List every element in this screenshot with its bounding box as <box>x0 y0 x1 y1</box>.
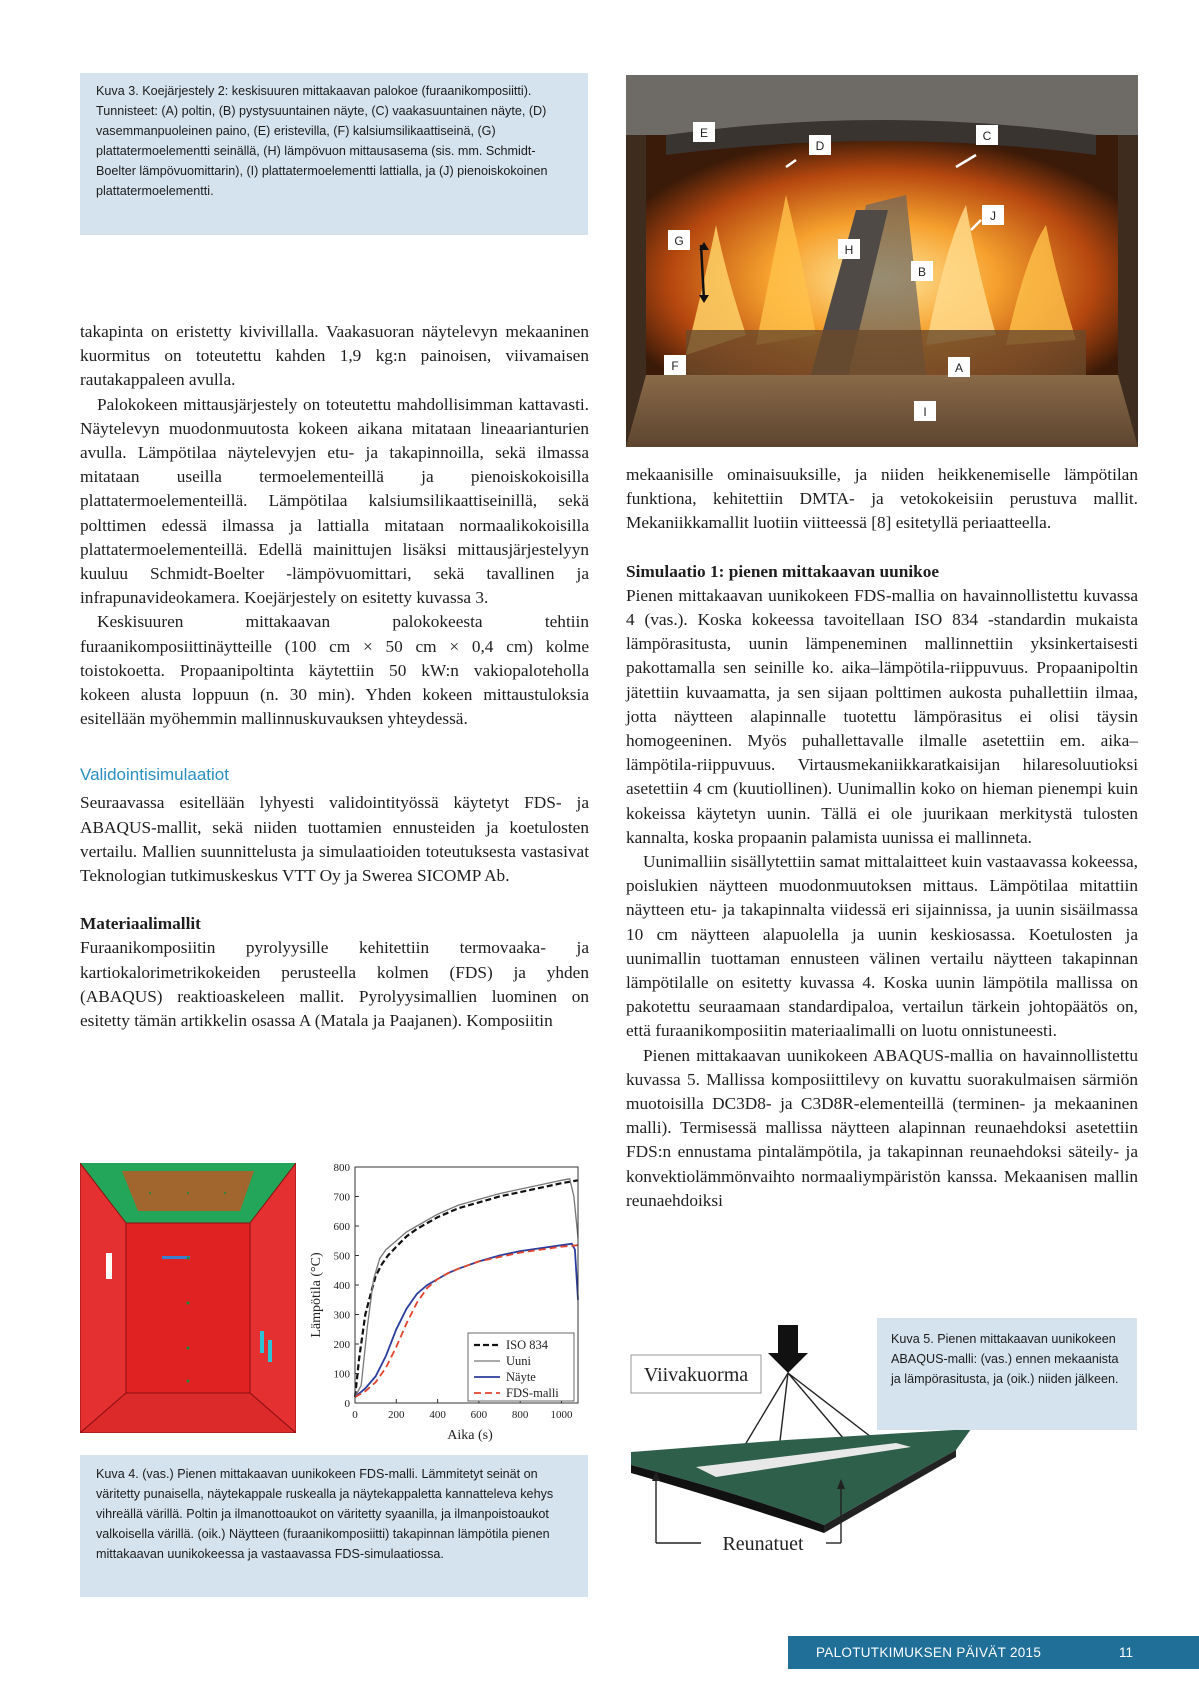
svg-text:C: C <box>982 129 992 143</box>
x-tick-label: 800 <box>511 1409 529 1421</box>
right-paragraph-1: mekaanisille ominaisuuksille, ja niiden heikkenemiselle lämpötilan funktiona, kehitettiin DMTA- ja vetokokeisiin perustuva mallit. Mekaniikkamallit luotiin viitteessä [8] esitetyllä periaatteella. <box>626 465 1138 533</box>
fire-test-image <box>626 75 1138 447</box>
y-tick-label: 600 <box>333 1221 350 1233</box>
svg-text:J: J <box>990 209 996 223</box>
x-tick-label: 0 <box>352 1409 358 1421</box>
svg-text:H: H <box>844 243 854 257</box>
subheading-simulaatio-1: Simulaatio 1: pienen mittakaavan uunikoe <box>626 561 940 581</box>
figure5-label-reunatuet: Reunatuet <box>722 1533 804 1555</box>
y-tick-label: 200 <box>333 1339 350 1351</box>
y-tick-label: 800 <box>333 1162 350 1174</box>
x-tick-label: 1000 <box>550 1409 573 1421</box>
y-tick-label: 700 <box>333 1191 350 1204</box>
left-paragraph-1: takapinta on eristetty kivivillalla. Vaakasuoran näytelevyn mekaaninen kuormitus on toteutettu kahden 1,9 kg:n painoisen, viivamaisen rautakappaleen avulla. <box>80 322 589 390</box>
svg-text:E: E <box>699 126 709 140</box>
section-heading-validointisimulaatiot: Validointisimulaatiot <box>80 765 229 785</box>
figure3-caption-text: Kuva 3. Koejärjestely 2: keskisuuren mittakaavan palokoe (furaanikomposiitti). Tunnisteet: (A) poltin, (B) pystysuuntainen näyte, (C) vaakasuuntainen näyte, (D) vasemmanpuoleinen paino, (E) eristevilla, (F) kalsiumsilikaattiseinä, (G) plattatermoelementti seinällä, (H) lämpövuon mittausasema (sis. mm. Schmidt-Boelter lämpövuomittarin), (I) plattatermoelementti lattialla, ja (J) pienoiskokoinen plattatermoelementti. <box>96 84 548 198</box>
y-tick-label: 500 <box>333 1250 350 1263</box>
figure3-label-e <box>693 122 715 142</box>
x-tick-label: 600 <box>470 1409 488 1421</box>
figure3-label-a <box>948 357 970 377</box>
footer-title: PALOTUTKIMUKSEN PÄIVÄT 2015 <box>816 1645 1042 1660</box>
y-tick-label: 300 <box>333 1309 350 1322</box>
right-column <box>626 463 1138 1213</box>
figure3-label-j <box>982 205 1004 225</box>
chart-legend <box>468 1333 574 1401</box>
page-footer <box>788 1636 1199 1669</box>
left-paragraph-4: Seuraavassa esitellään lyhyesti validointityössä käytetyt FDS- ja ABAQUS-mallit, sekä niiden tuottamien ennusteiden ja koetulosten vertailu. Mallien suunnittelusta ja simulaatioiden toteutuksesta vastasivat Teknologian tutkimuskeskus VTT Oy ja Swerea SICOMP Ab. <box>80 793 589 886</box>
svg-text:A: A <box>954 361 964 375</box>
figure4-caption-text: Kuva 4. (vas.) Pienen mittakaavan uunikokeen FDS-malli. Lämmitetyt seinät on väritetty punaisella, näytekappale ruskealla ja näytekappaletta kannatteleva kehys vihreällä värillä. Poltin ja ilmanottoaukot on väritetty syaanilla, ja ilmanpoistoaukot valkoisella värillä. (oik.) Näytteen (furaanikomposiitti) takapinnan lämpötila pienen mittakaavan uunikokeessa ja vastaavassa FDS-simulaatiossa. <box>96 1467 554 1561</box>
right-paragraph-3: Uunimalliin sisällytettiin samat mittalaitteet kuin vastaavassa kokeessa, poislukien näytteen muodonmuutoksen mittaus. Lämpötilaa mitattiin näytteen etu- ja takapinnalta viidessä eri sijainnissa, ja uunin sisäilmassa 10 cm näytteen alapuolella ja uunin keskiosassa. Koetulosten ja uunimallin tuottaman ennusteen välinen vertailu näytteen takapinnan lämpötilalle on esitetty kuvassa 4. Koska uunin lämpötila mallissa on pakotettu seuraamaan standardipaloa, vertailun tärkein johtopäätös on, että furaanikomposiitin materiaalimalli on luotu onnistuneesti. <box>626 852 1138 1041</box>
figure5-caption-text: Kuva 5. Pienen mittakaavan uunikokeen ABAQUS-malli: (vas.) ennen mekaanista ja lämpörasitusta, ja (oik.) niiden jälkeen. <box>891 1332 1119 1386</box>
figure3-label-b <box>911 261 933 281</box>
figure3-label-h <box>838 239 860 259</box>
chart-xlabel: Aika (s) <box>447 1428 493 1443</box>
legend-label: FDS-malli <box>506 1386 559 1400</box>
figure3-photo <box>626 75 1138 447</box>
figure5-caption <box>877 1318 1137 1430</box>
left-paragraph-2: Palokokeen mittausjärjestely on toteutettu mahdollisimman kattavasti. Näytelevyn muodonmuutosta kokeen aikana mitataan lineaarianturien avulla. Lämpötilaa näytelevyjen etu- ja takapinnoilla, sekä ilmassa mitataan useilla termoelementeillä ja pienoiskokoisilla plattatermoelementeillä. Lämpötilaa kalsiumsilikaattiseinillä, sekä polttimen edessä ilmassa ja lattialla mitataan normaalikokoisilla plattatermoelementeillä. Edellä mainittujen lisäksi mittausjärjestelyyn kuuluu Schmidt-Boelter -lämpövuomittari, sekä tavallinen ja infrapunavideokamera. Koejärjestely on esitetty kuvassa 3. <box>80 394 589 608</box>
load-arrow-icon <box>768 1325 808 1373</box>
svg-text:D: D <box>815 139 825 153</box>
figure5-label-viivakuorma: Viivakuorma <box>643 1364 749 1386</box>
temperature-chart <box>300 1155 590 1445</box>
right-paragraph-2: Pienen mittakaavan uunikokeen FDS-mallia on havainnollistettu kuvassa 4 (vas.). Koska kokeessa tavoitellaan ISO 834 -standardin mukaista lämpörasitusta, uunin lämpeneminen mallinnettiin yksinkertaisesti pakottamalla sen seinille ko. aika–lämpötila-riippuvuus. Propaanipoltin jätettiin kuvaamatta, ja sen sijaan polttimen aukosta puhallettiin ilmaa, jotta näytteen alapinnalle tuotettu lämpörasitus ei olisi täysin homogeeninen. Myös puhallettavalle ilmalle asetettiin em. aika–lämpötila-riippuvuus. Virtausmekaniikkaratkaisijan hilaresoluutioksi asetettiin 4 cm (kuutiollinen). Uunimallin koko on hieman pienempi kuin kokeissa käytetyn uunin. Tällä ei ole juurikaan merkitystä tulosten kannalta, koska propaanin palamista uunissa ei mallinneta. <box>626 585 1138 847</box>
subheading-materiaalimallit: Materiaalimallit <box>80 914 201 934</box>
page-number: 11 <box>1119 1645 1134 1660</box>
figure4-caption <box>80 1455 588 1597</box>
svg-text:B: B <box>917 265 927 279</box>
legend-label: Uuni <box>506 1354 531 1368</box>
legend-label: Näyte <box>506 1370 536 1384</box>
figure4-fds-model <box>80 1163 296 1433</box>
figure3-label-c <box>976 125 998 145</box>
legend-label: ISO 834 <box>506 1338 549 1352</box>
figure3-label-g <box>668 230 690 250</box>
left-paragraph-5: Furaanikomposiitin pyrolyysille kehitettiin termovaaka- ja kartiokalorimetrikokeiden perusteella kolmen (FDS) ja yhden (ABAQUS) reaktioaskeleen mallit. Pyrolyysimallien luominen on esitetty tämän artikkelin osassa A (Matala ja Paajanen). Komposiitin <box>80 938 589 1031</box>
svg-text:F: F <box>671 359 679 373</box>
figure4-chart <box>300 1155 590 1445</box>
left-column <box>80 320 589 1033</box>
figure3-label-i <box>914 401 936 421</box>
x-tick-label: 400 <box>429 1409 446 1421</box>
fds-model-image <box>80 1163 296 1433</box>
x-tick-label: 200 <box>388 1409 405 1421</box>
svg-text:I: I <box>923 405 927 419</box>
right-paragraph-4: Pienen mittakaavan uunikokeen ABAQUS-mallia on havainnollistettu kuvassa 5. Mallissa komposiittilevy on kuvattu suorakulmaisen särmiön muotoisilla DC3D8- ja C3D8R-elementeillä (terminen- ja mekaaninen malli). Termisessä mallissa näytteen alapinnan reunaehdoksi asetettiin FDS:n ennustama pintalämpötila, ja takapinnan reunaehdoksi säteily- ja konvektiolämmönvaihto normaaliympäristön kanssa. Mekaanisen mallin reunaehdoiksi <box>626 1045 1138 1210</box>
figure3-label-f <box>664 355 686 375</box>
left-paragraph-3: Keskisuuren mittakaavan palokokeesta tehtiin furaanikomposiittinäytteille (100 cm × 50 cm × 0,4 cm) kolme toistokoetta. Propaanipoltinta käytettiin 50 kW:n vakiopaloteholla kokeen alusta loppuun (n. 30 min). Yhden kokeen mittaustuloksia esitellään myöhemmin mallinnuskuvauksen yhteydessä. <box>80 612 589 729</box>
figure3-label-d <box>809 135 831 155</box>
figure3-caption <box>80 73 588 235</box>
y-tick-label: 100 <box>333 1368 350 1381</box>
svg-text:G: G <box>674 234 684 248</box>
chart-ylabel: Lämpötila (°C) <box>309 1252 324 1338</box>
y-tick-label: 0 <box>344 1398 350 1410</box>
y-tick-label: 400 <box>333 1280 350 1292</box>
